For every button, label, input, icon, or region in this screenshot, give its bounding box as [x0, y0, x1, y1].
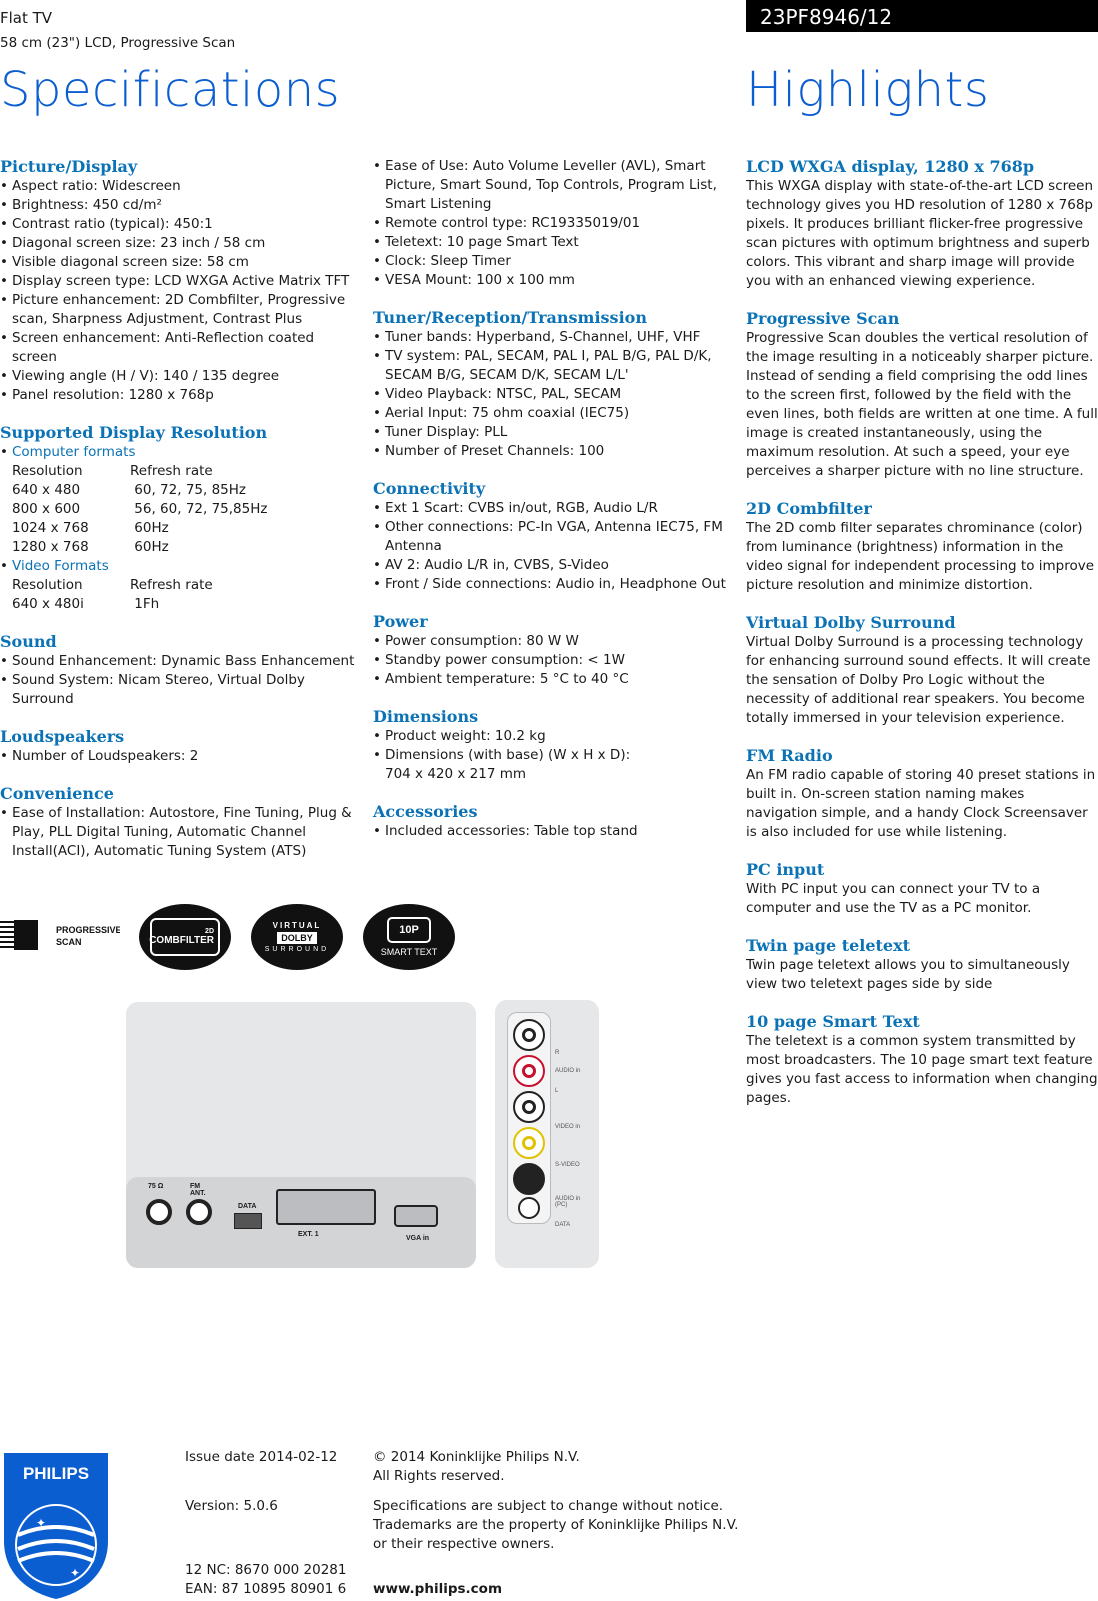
list-item: • Front / Side connections: Audio in, Headphone Out: [373, 575, 728, 594]
highlight-body: Twin page teletext allows you to simultaneously view two teletext pages side by side: [746, 957, 1070, 992]
rear-connector-strip: [126, 1177, 476, 1268]
list-item: • Ext 1 Scart: CVBS in/out, RGB, Audio L/R: [373, 499, 728, 518]
refresh-rate-cell: 60, 72, 75, 85Hz: [130, 482, 246, 498]
product-type: Flat TV: [0, 9, 53, 27]
dolby-surround-label: SURROUND: [264, 946, 330, 953]
list-item: • VESA Mount: 100 x 100 mm: [373, 271, 728, 290]
svg-text:SCAN: SCAN: [56, 937, 82, 947]
power-heading: Power: [373, 612, 428, 631]
side-connector-panel: [495, 1000, 599, 1268]
loudspeakers-list: [0, 747, 355, 766]
dimensions-values: 704 x 420 x 217 mm: [385, 766, 527, 782]
highlight-body: This WXGA display with state-of-the-art LCD screen technology gives you HD resolution of 1280 x 768p pixels. It produces brilliant flicker-free progressive scan pictures with optimum brightness and superb colors. This vibrant and sharp image will provide you with an enhanced viewing experience.: [746, 178, 1094, 289]
comb-label: COMBFILTER: [149, 935, 214, 946]
list-item: • Ambient temperature: 5 °C to 40 °C: [373, 670, 728, 689]
video-label: VIDEO in: [555, 1124, 581, 1130]
list-item: • Aerial Input: 75 ohm coaxial (IEC75): [373, 404, 728, 423]
list-item: • Other connections: PC-In VGA, Antenna IEC75, FM Antenna: [373, 518, 728, 556]
philips-shield-logo: [0, 1449, 112, 1601]
vga-connector-icon: [394, 1205, 438, 1227]
table-row: [12, 500, 355, 519]
highlight-title: LCD WXGA display, 1280 x 768p: [746, 157, 1035, 176]
video-formats-list: [0, 557, 355, 576]
power-list: [373, 632, 728, 689]
list-item: • Clock: Sleep Timer: [373, 252, 728, 271]
audio-r-label: R: [555, 1050, 560, 1056]
dimensions-heading: Dimensions: [373, 707, 479, 726]
tuner-list: [373, 328, 728, 461]
list-item: • Sound System: Nicam Stereo, Virtual Dolby Surround: [0, 671, 355, 709]
list-item: • Standby power consumption: < 1W: [373, 651, 728, 670]
table-row: [12, 538, 355, 557]
list-item: • Video Playback: NTSC, PAL, SECAM: [373, 385, 728, 404]
fm-connector-icon: [186, 1199, 212, 1225]
highlight-title: FM Radio: [746, 746, 833, 765]
highlight-body: Progressive Scan doubles the vertical resolution of the image resulting in a noticeably sharper picture. Instead of sending a field comprising the odd lines to the screen first, followed by the field with the even lines, both fields are written at one time. A full image is created instantaneously, using the maximum resolution. At such a speed, your eye perceives a sharper picture with no line structure.: [746, 330, 1098, 479]
svideo-label: S-VIDEO: [555, 1162, 580, 1168]
model-number: 23PF8946/12: [746, 0, 1098, 32]
disclaimer-line-1: Specifications are subject to change without notice.: [373, 1498, 724, 1514]
picture-heading: Picture/Display: [0, 157, 138, 176]
tuner-heading: Tuner/Reception/Transmission: [373, 308, 647, 327]
rear-connector-panel: [126, 1002, 476, 1268]
list-item: • Number of Loudspeakers: 2: [0, 747, 355, 766]
list-item: • Display screen type: LCD WXGA Active Matrix TFT: [0, 272, 355, 291]
table-row: [12, 519, 355, 538]
res-table-header: [12, 576, 355, 595]
website-link[interactable]: www.philips.com: [373, 1581, 503, 1597]
resolution-cell: 800 x 600: [12, 501, 81, 517]
highlight-title: PC input: [746, 860, 825, 879]
highlight-title: Twin page teletext: [746, 936, 911, 955]
svg-text:✦: ✦: [70, 1566, 81, 1580]
progressive-scan-logo: [0, 918, 120, 952]
list-item: • Included accessories: Table top stand: [373, 822, 728, 841]
dolby-logo: [251, 904, 343, 970]
list-item: • Viewing angle (H / V): 140 / 135 degree: [0, 367, 355, 386]
resolution-cell: 640 x 480: [12, 482, 81, 498]
audio-label: AUDIO in: [555, 1068, 581, 1074]
list-item: • Number of Preset Channels: 100: [373, 442, 728, 461]
progressive-scan-icon: [0, 918, 120, 952]
list-item: • Tuner Display: PLL: [373, 423, 728, 442]
list-item: • Diagonal screen size: 23 inch / 58 cm: [0, 234, 355, 253]
specs-column-1: [0, 157, 355, 861]
loudspeakers-heading: Loudspeakers: [0, 727, 125, 746]
resolution-cell: 1280 x 768: [12, 539, 89, 555]
picture-list: [0, 177, 355, 405]
disclaimer-line-2: Trademarks are the property of Koninklijke Philips N.V.: [373, 1517, 739, 1533]
connectivity-heading: Connectivity: [373, 479, 486, 498]
accessories-list: [373, 822, 728, 841]
feature-logos: [0, 904, 450, 974]
highlight-body: The 2D comb filter separates chrominance (color) from luminance (brightness) information in the video signal for independent processing to improve picture resolution and minimize distortion.: [746, 520, 1095, 593]
list-item: • Sound Enhancement: Dynamic Bass Enhancement: [0, 652, 355, 671]
convenience-heading: Convenience: [0, 784, 114, 803]
resolution-heading: Supported Display Resolution: [0, 423, 268, 442]
audio-pc-label: AUDIO in (PC): [555, 1196, 581, 1208]
fm-antenna-label: FM ANT.: [190, 1183, 206, 1197]
list-item: • Product weight: 10.2 kg: [373, 727, 728, 746]
video-formats-label: • Video Formats: [0, 557, 355, 576]
svideo-jack-icon: [513, 1163, 545, 1195]
dimensions-list: [373, 727, 728, 765]
sound-list: [0, 652, 355, 709]
philips-brand-text: PHILIPS: [22, 1464, 90, 1483]
resolution-cell: 1024 x 768: [12, 520, 89, 536]
refresh-rate-cell: 1Fh: [130, 596, 160, 612]
list-item: • Picture enhancement: 2D Combfilter, Progressive scan, Sharpness Adjustment, Contrast Plus: [0, 291, 355, 329]
dolby-label: DOLBY: [277, 932, 317, 944]
list-item: • Ease of Installation: Autostore, Fine Tuning, Plug & Play, PLL Digital Tuning, Automatic Channel Install(ACI), Automatic Tuning System (ATS): [0, 804, 355, 861]
side-connector-strip: [507, 1012, 551, 1224]
list-item: • AV 2: Audio L/R in, CVBS, S-Video: [373, 556, 728, 575]
video-resolution-table: [12, 576, 355, 614]
ext1-label: EXT. 1: [298, 1231, 319, 1238]
svg-text:✦: ✦: [36, 1516, 47, 1530]
list-item: • Aspect ratio: Widescreen: [0, 177, 355, 196]
rate-col-header: Refresh rate: [130, 463, 213, 479]
smart-text-logo: [363, 904, 455, 970]
refresh-rate-cell: 60Hz: [130, 520, 169, 536]
copyright: © 2014 Koninklijke Philips N.V.: [373, 1449, 580, 1465]
highlights-title: Highlights: [746, 62, 990, 118]
sound-heading: Sound: [0, 632, 57, 651]
ean-number: EAN: 87 10895 80901 6: [185, 1581, 347, 1597]
highlight-body: With PC input you can connect your TV to a computer and use the TV as a PC monitor.: [746, 881, 1041, 916]
audio-r-jack-icon: [513, 1055, 545, 1087]
convenience-list-b: [373, 157, 728, 290]
res-table-header: [12, 462, 355, 481]
issue-date: Issue date 2014-02-12: [185, 1449, 338, 1465]
headphone-jack-icon: [513, 1019, 545, 1051]
svg-text:PROGRESSIVE: PROGRESSIVE: [56, 925, 120, 935]
list-item: • Tuner bands: Hyperband, S-Channel, UHF, VHF: [373, 328, 728, 347]
list-item: • Contrast ratio (typical): 450:1: [0, 215, 355, 234]
antenna-label: 75 Ω: [148, 1183, 164, 1190]
res-col-header: Resolution: [12, 577, 83, 593]
computer-resolution-table: [12, 462, 355, 557]
rate-col-header: Refresh rate: [130, 577, 213, 593]
data-label: DATA: [238, 1203, 257, 1210]
dolby-virtual-label: VIRTUAL: [272, 921, 322, 930]
nc-number: 12 NC: 8670 000 20281: [185, 1562, 347, 1578]
refresh-rate-cell: 60Hz: [130, 539, 169, 555]
vga-label: VGA in: [406, 1235, 430, 1242]
list-item: • Ease of Use: Auto Volume Leveller (AVL), Smart Picture, Smart Sound, Top Controls, Program List, Smart Listening: [373, 157, 728, 214]
list-item: • Visible diagonal screen size: 58 cm: [0, 253, 355, 272]
combfilter-logo: [139, 904, 231, 970]
connectivity-list: [373, 499, 728, 594]
audio-pc-jack-icon: [518, 1197, 540, 1219]
list-item: • Power consumption: 80 W W: [373, 632, 728, 651]
table-row: [12, 481, 355, 500]
accessories-heading: Accessories: [373, 802, 478, 821]
audio-l-jack-icon: [513, 1091, 545, 1123]
list-item: • Brightness: 450 cd/m²: [0, 196, 355, 215]
product-subtitle: 58 cm (23") LCD, Progressive Scan: [0, 35, 236, 51]
highlight-title: 10 page Smart Text: [746, 1012, 920, 1031]
highlights-column: [746, 157, 1098, 1108]
rights: All Rights reserved.: [373, 1468, 505, 1484]
list-item: • Teletext: 10 page Smart Text: [373, 233, 728, 252]
specs-column-2: [373, 157, 728, 841]
smart-text-label: SMART TEXT: [380, 947, 438, 957]
highlight-body: An FM radio capable of storing 40 preset stations in built in. On-screen station naming makes navigation simple, and a handy Clock Screensaver is also included for use while listening.: [746, 767, 1096, 840]
table-row: [12, 595, 355, 614]
res-col-header: Resolution: [12, 463, 83, 479]
list-item: • Panel resolution: 1280 x 768p: [0, 386, 355, 405]
antenna-connector-icon: [146, 1199, 172, 1225]
resolution-cell: 640 x 480i: [12, 596, 84, 612]
refresh-rate-cell: 56, 60, 72, 75,85Hz: [130, 501, 268, 517]
list-item: • Dimensions (with base) (W x H x D):: [373, 746, 728, 765]
disclaimer-line-3: or their respective owners.: [373, 1536, 555, 1552]
data-side-label: DATA: [555, 1222, 571, 1228]
audio-l-label: L: [555, 1088, 559, 1094]
comb-2d-label: 2D: [205, 928, 214, 935]
footer: [0, 1440, 1098, 1601]
highlight-body: The teletext is a common system transmitted by most broadcasters. The 10 page smart text feature gives you fast access to information when changing pages.: [746, 1033, 1098, 1106]
list-item: • TV system: PAL, SECAM, PAL I, PAL B/G, PAL D/K, SECAM B/G, SECAM D/K, SECAM L/L': [373, 347, 728, 385]
smart-num-label: 10P: [399, 924, 419, 936]
computer-formats-label: • Computer formats: [0, 443, 355, 462]
data-port-icon: [234, 1213, 262, 1229]
scart-connector-icon: [276, 1189, 376, 1225]
list-item: • Remote control type: RC19335019/01: [373, 214, 728, 233]
convenience-list-a: [0, 804, 355, 861]
version: Version: 5.0.6: [185, 1498, 278, 1514]
list-item: • Screen enhancement: Anti-Reflection coated screen: [0, 329, 355, 367]
specifications-title: Specifications: [0, 62, 341, 118]
highlight-title: 2D Combfilter: [746, 499, 872, 518]
highlight-title: Virtual Dolby Surround: [746, 613, 956, 632]
resolution-list: [0, 443, 355, 462]
highlight-body: Virtual Dolby Surround is a processing technology for enhancing surround sound effects. It will create the sensation of Dolby Pro Logic without the necessity of additional rear speakers. You become totally immersed in your television experience.: [746, 634, 1091, 726]
highlight-title: Progressive Scan: [746, 309, 900, 328]
video-jack-icon: [513, 1127, 545, 1159]
